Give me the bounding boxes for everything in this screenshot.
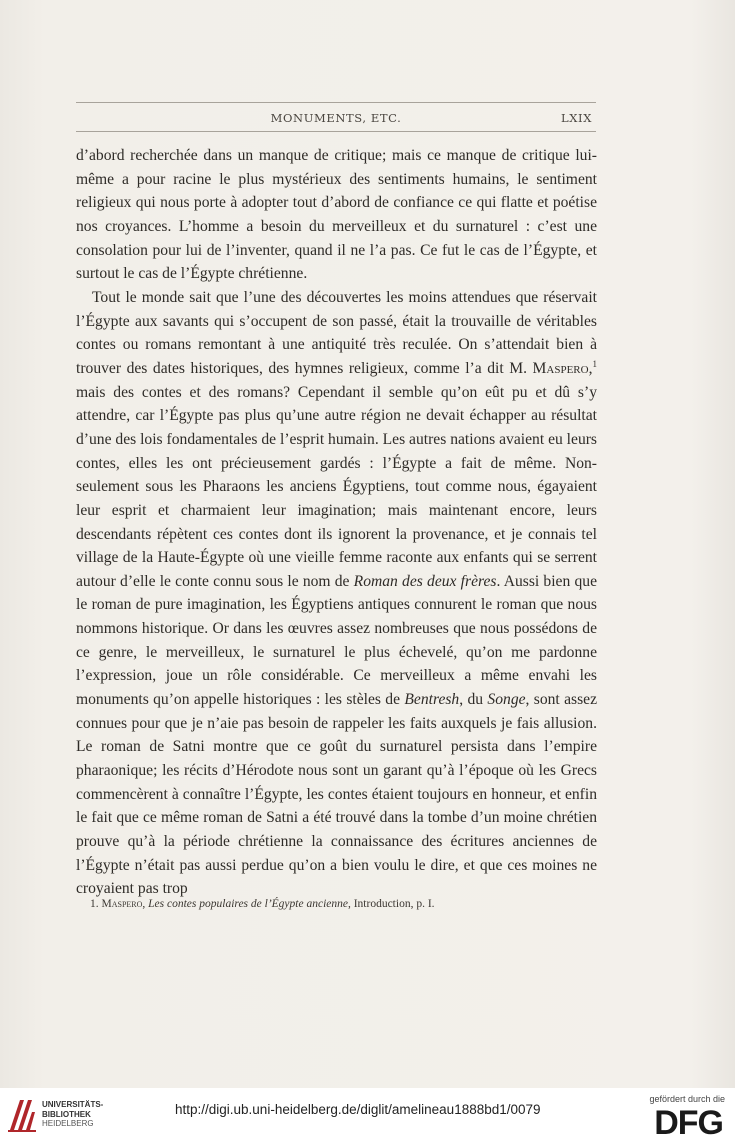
paragraph-2-text-b: mais des contes et des romans? Cependant il semble qu’on eût pu et dû s’y attendre, car l’Égypte pas plus qu’une autre région ne devait échapper au résultat d’une des lois fondamentales de l’esprit humain. Les autres nations avaient eu leurs contes, elles les ont précieusement gardés : l’Égypte a fait de même. Non-seulement sous les Pharaons les anciens Égyptiens, tout comme nous, égayaient leur esprit et charmaient leur imagination; mais maintenant encore, leurs descendants répètent ces contes dont ils ignorent la provenance, et je connais tel village de la Haute-Égypte où une vieille femme raconte aux enfants qui se serrent autour d’elle le conte connu sous le nom de	[76, 383, 597, 590]
funder-caption: gefördert durch die	[649, 1094, 725, 1104]
header-rule-lower	[76, 131, 596, 132]
italic-title-songe: Songe	[487, 691, 526, 709]
permalink-url[interactable]: http://digi.ub.uni-heidelberg.de/diglit/amelineau1888bd1/0079	[175, 1102, 541, 1117]
university-library-name[interactable]	[42, 1100, 103, 1129]
footnote-rest: , Introduction, p. I.	[347, 898, 435, 910]
paragraph-2-text-e: , sont assez connues pour que je n’aie pas besoin de rappeler les faits auxquels je fais allusion. Le roman de Satni montre que ce goût du surnaturel persista dans l’empire pharaonique; les récits d’Hérodote nous sont un garant qu’à l’époque où les Grecs commencèrent à connaître l’Égypte, les contes étaient toujours en honneur, et enfin le fait que ce même roman de Satni a été trouvé dans la tombe d’un moine chrétien prouve qu’à la période chrétienne la connaissance des écritures anciennes de l’Égypte n’était pas aussi perdue qu’on a bien voulu le dire, et que ces moines ne croyaient pas trop	[76, 691, 598, 898]
author-name: Maspero,	[532, 359, 593, 377]
footnote-title: Les contes populaires de l’Égypte ancienne	[148, 898, 348, 910]
paragraph-1: d’abord recherchée dans un manque de critique; mais ce manque de critique lui-même a pour racine le plus mystérieux des sentiments humains, le sentiment religieux qui nous porte à adopter tout d’abord de confiance ce qui flatte et poétise nos croyances. L’homme a besoin du merveilleux et du surnaturel : c’est une consolation pour lui de l’inventer, quand il ne l’a pas. Ce fut le cas de l’Égypte, et surtout le cas de l’Égypte chrétienne.	[76, 147, 597, 283]
paragraph-2	[76, 286, 597, 901]
dfg-logo[interactable]: DFG	[654, 1104, 723, 1142]
body-text	[76, 144, 597, 901]
paragraph-2-text-a: Tout le monde sait que l’une des découvertes les moins attendues que réservait l’Égypte aux savants qui s’occupent de son passé, était la trouvaille de véritables contes ou romans remontant à une antiquité très reculée. On s’attendait bien à trouver des dates historiques, des hymnes religieux, comme l’a dit M.	[76, 288, 597, 377]
university-library-logo-icon[interactable]	[6, 1094, 38, 1134]
italic-title-roman: Roman des deux frères	[353, 572, 497, 590]
footnote-author: Maspero	[101, 898, 143, 910]
paragraph-2-text-c: . Aussi bien que le roman de pure imagination, les Égyptiens antiques connurent le roman que nous nommons historique. Or dans les œuvres assez nombreuses que nous possédons de ce genre, le merveilleux, le surnaturel le plus échevelé, qu’on me pardonne l’expression, joue un rôle considérable. Ce merveilleux a même envahi les monuments qu’on appelle historiques : les stèles de	[76, 572, 597, 709]
running-head	[76, 111, 596, 131]
footnote-ref[interactable]: 1	[592, 358, 597, 369]
header-rule	[76, 102, 596, 103]
page-number: LXIX	[561, 111, 592, 125]
library-line-2: BIBLIOTHEK	[42, 1109, 91, 1119]
digitization-footer	[0, 1088, 735, 1145]
footnote-number: 1.	[90, 898, 99, 910]
library-line-3: HEIDELBERG	[42, 1119, 94, 1128]
footnote: 1. Maspero, Les contes populaires de l’Égypte ancienne, Introduction, p. I.	[90, 898, 435, 910]
library-line-1: UNIVERSITÄTS-	[42, 1100, 104, 1109]
italic-title-bentresh: Bentresh	[404, 691, 460, 709]
running-head-title: MONUMENTS, ETC.	[270, 111, 402, 125]
paragraph-2-text-d: , du	[459, 691, 488, 709]
